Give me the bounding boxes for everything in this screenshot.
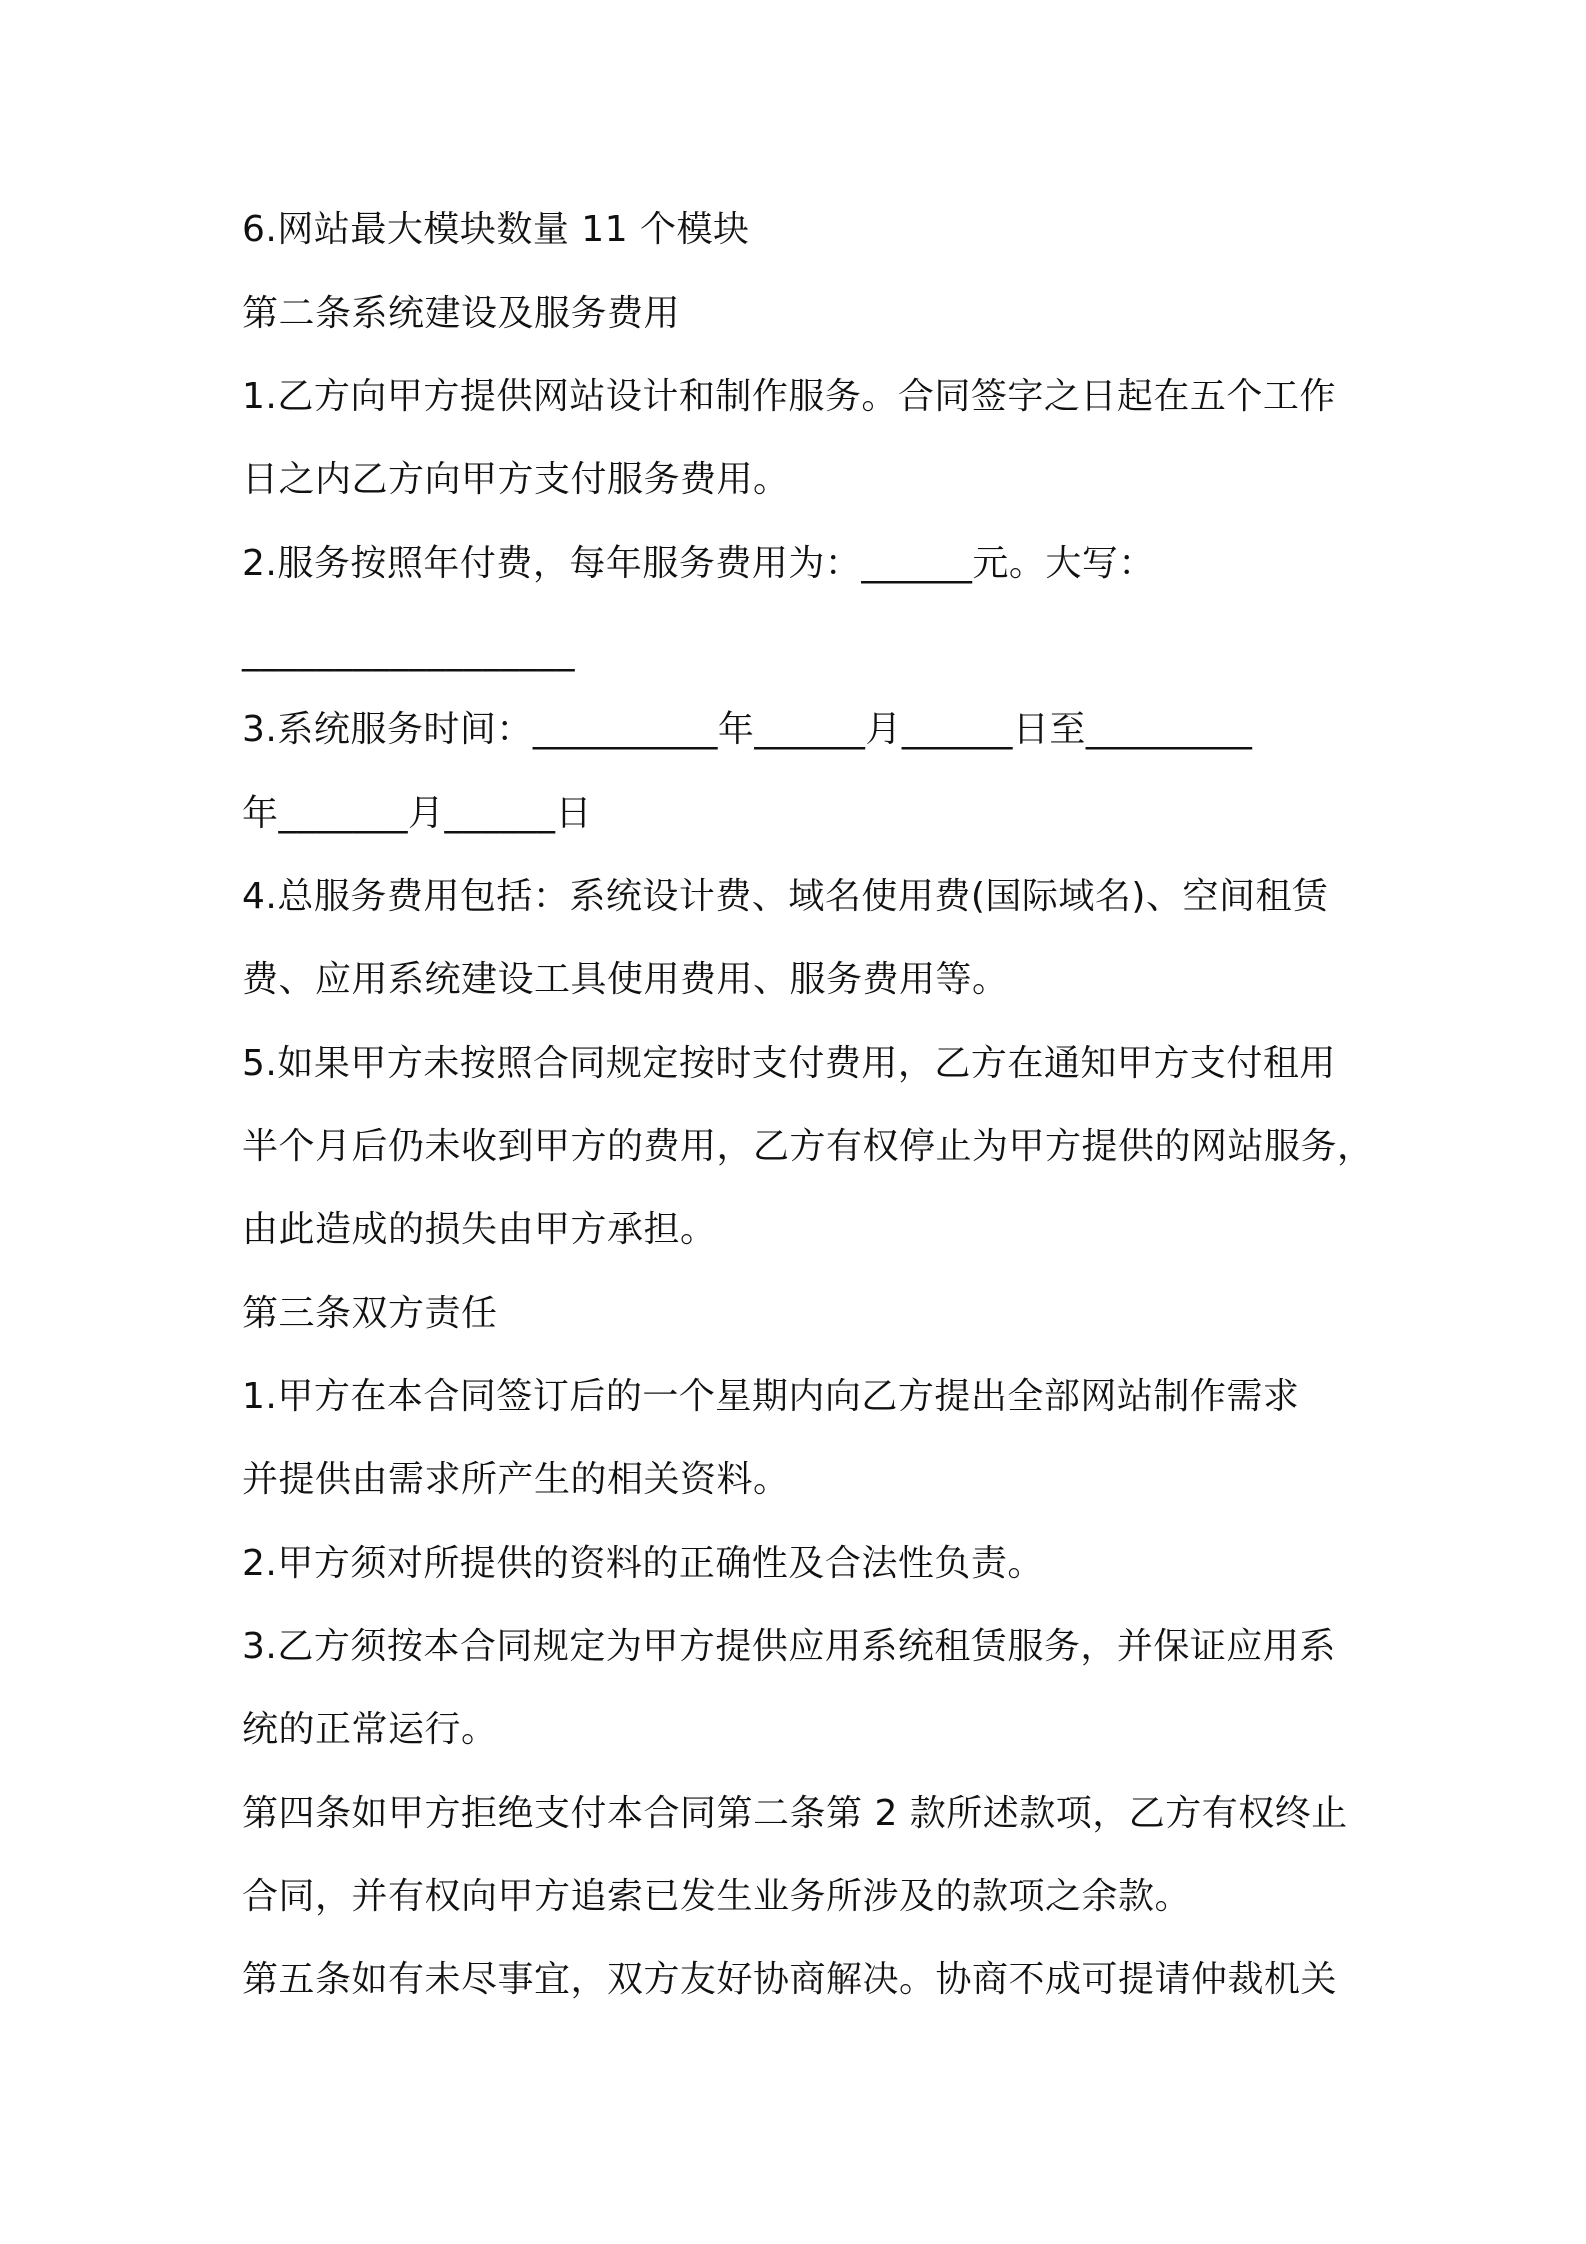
text-line: 合同，并有权向甲方追索已发生业务所涉及的款项之余款。	[242, 1876, 1192, 1917]
text-line: 2.甲方须对所提供的资料的正确性及合法性负责。	[242, 1543, 1044, 1584]
text-line: 5.如果甲方未按照合同规定按时支付费用，乙方在通知甲方支付租用	[242, 1043, 1336, 1084]
section-heading: 第五条如有未尽事宜，双方友好协商解决。协商不成可提请仲裁机关	[242, 1959, 1338, 2000]
text-line: 3.乙方须按本合同规定为甲方提供应用系统租赁服务，并保证应用系	[242, 1626, 1336, 1667]
section-heading: 第三条双方责任	[242, 1293, 498, 1334]
text-line: 统的正常运行。	[242, 1709, 498, 1750]
text-line: 半个月后仍未收到甲方的费用，乙方有权停止为甲方提供的网站服务，	[242, 1126, 1374, 1167]
text-line: 1.乙方向甲方提供网站设计和制作服务。合同签字之日起在五个工作	[242, 376, 1336, 417]
text-line: 6.网站最大模块数量 11 个模块	[242, 209, 750, 250]
section-heading: 第二条系统建设及服务费用	[242, 293, 681, 334]
text-line: 3.系统服务时间：__________年______月______日至_________	[242, 709, 1253, 750]
blank-line: __________________	[242, 631, 575, 672]
text-line: 4.总服务费用包括：系统设计费、域名使用费(国际域名)、空间租赁	[242, 876, 1329, 917]
text-line: 1.甲方在本合同签订后的一个星期内向乙方提出全部网站制作需求	[242, 1376, 1300, 1417]
text-line: 费、应用系统建设工具使用费用、服务费用等。	[242, 959, 1009, 1000]
text-line: 并提供由需求所产生的相关资料。	[242, 1459, 790, 1500]
section-heading: 第四条如甲方拒绝支付本合同第二条第 2 款所述款项，乙方有权终止	[242, 1793, 1348, 1834]
text-line: 2.服务按照年付费，每年服务费用为：______元。大写：	[242, 543, 1155, 584]
text-line: 由此造成的损失由甲方承担。	[242, 1209, 717, 1250]
text-line: 日之内乙方向甲方支付服务费用。	[242, 459, 790, 500]
text-line: 年_______月______日	[242, 793, 593, 834]
